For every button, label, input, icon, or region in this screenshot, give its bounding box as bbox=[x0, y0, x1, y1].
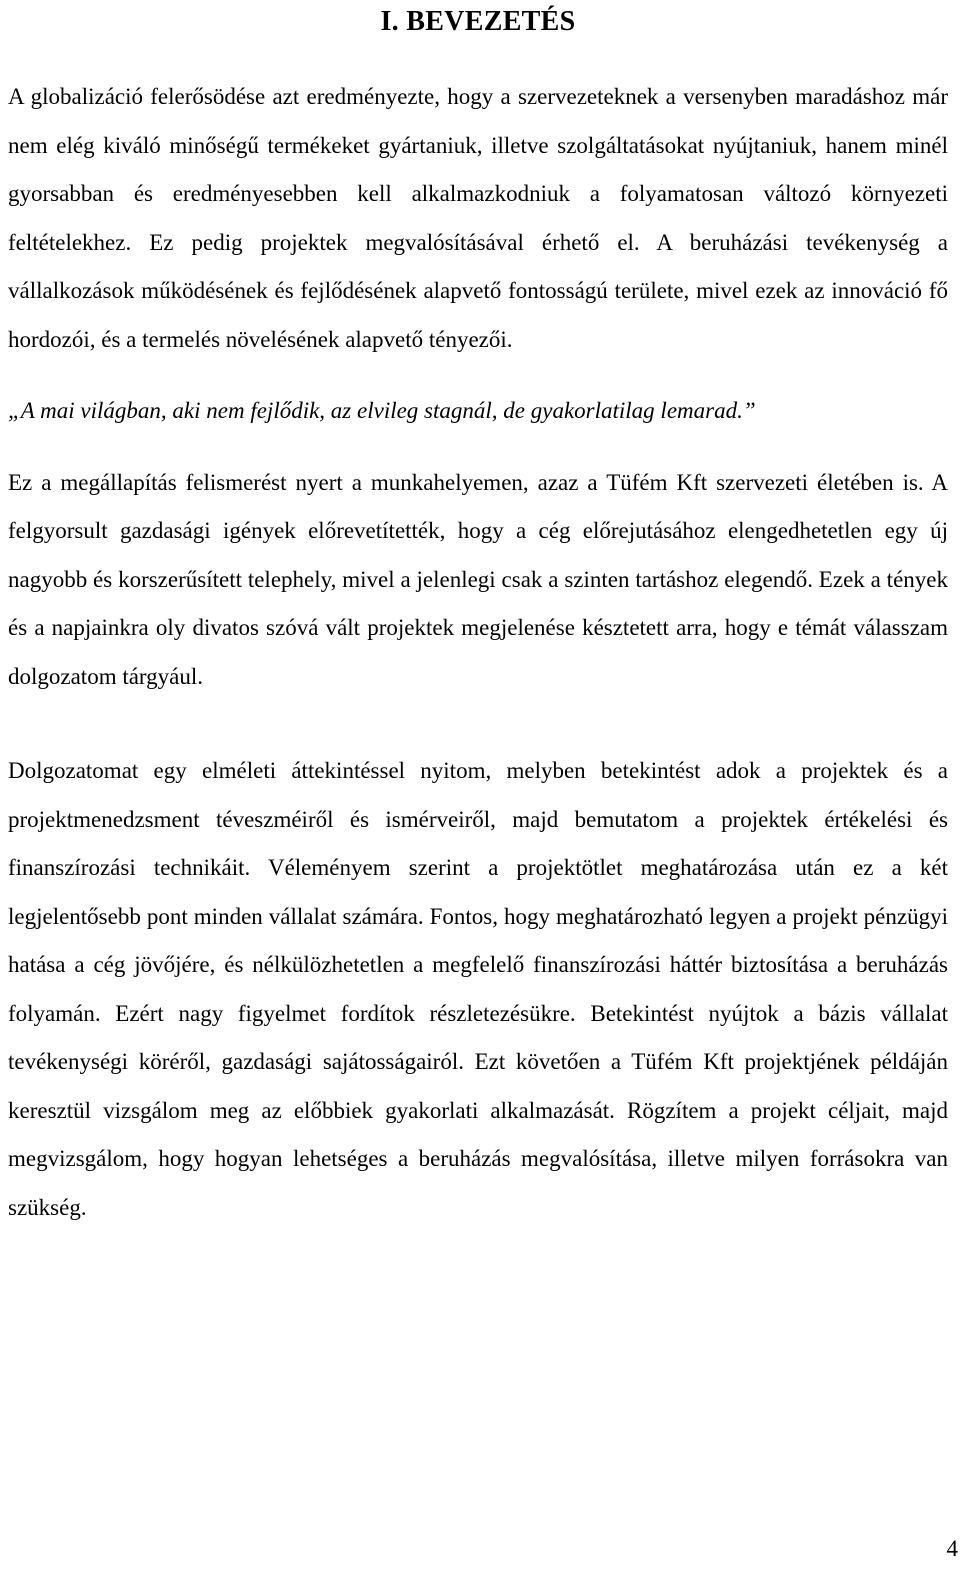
document-page bbox=[8, 0, 948, 1588]
workplace-paragraph: Ez a megállapítás felismerést nyert a munkahelyemen, azaz a Tüfém Kft szervezeti életében is. A felgyorsult gazdasági igények előrevetítették, hogy a cég előrejutásához elengedhetetlen egy új nagyobb és korszerűsített telephely, mivel a jelenlegi csak a szinten tartáshoz elegendő. Ezek a tények és a napjainkra oly divatos szóvá vált projektek megjelenése késztetett arra, hogy e témát válasszam dolgozatom tárgyául. bbox=[8, 469, 948, 689]
section-heading: I. BEVEZETÉS bbox=[380, 6, 576, 37]
page-number: 4 bbox=[946, 1536, 958, 1561]
overview-paragraph: Dolgozatomat egy elméleti áttekintéssel nyitom, melyben betekintést adok a projektek és a projektmenedzsment téveszméiről és ismérveiről, majd bemutatom a projektek értékelési és finanszírozási technikáit. Véleményem szerint a projektötlet meghatározása után ez a két legjelentősebb pont minden vállalat számára. Fontos, hogy meghatározható legyen a projekt pénzügyi hatása a cég jövőjére, és nélkülözhetetlen a megfelelő finanszírozási háttér biztosítása a beruházás folyamán. Ezért nagy figyelmet fordítok részletezésükre. Betekintést nyújtok a bázis vállalat tevékenységi köréről, gazdasági sajátosságairól. Ezt követően a Tüfém Kft projektjének példáján keresztül vizsgálom meg az előbbiek gyakorlati alkalmazását. Rögzítem a projekt céljait, majd megvizsgálom, hogy hogyan lehetséges a beruházás megvalósítása, illetve milyen forrásokra van szükség. bbox=[8, 758, 948, 1220]
quote: „A mai világban, aki nem fejlődik, az elvileg stagnál, de gyakorlatilag lemarad.” bbox=[8, 398, 756, 423]
intro-paragraph: A globalizáció felerősödése azt eredményezte, hogy a szervezeteknek a versenyben maradáshoz már nem elég kiváló minőségű termékeket gyártaniuk, illetve szolgáltatásokat nyújtaniuk, hanem minél gyorsabban és eredményesebben kell alkalmazkodniuk a folyamatosan változó környezeti feltételekhez. Ez pedig projektek megvalósításával érhető el. A beruházási tevékenység a vállalkozások működésének és fejlődésének alapvető fontosságú területe, mivel ezek az innováció fő hordozói, és a termelés növelésének alapvető tényezői. bbox=[8, 84, 948, 352]
